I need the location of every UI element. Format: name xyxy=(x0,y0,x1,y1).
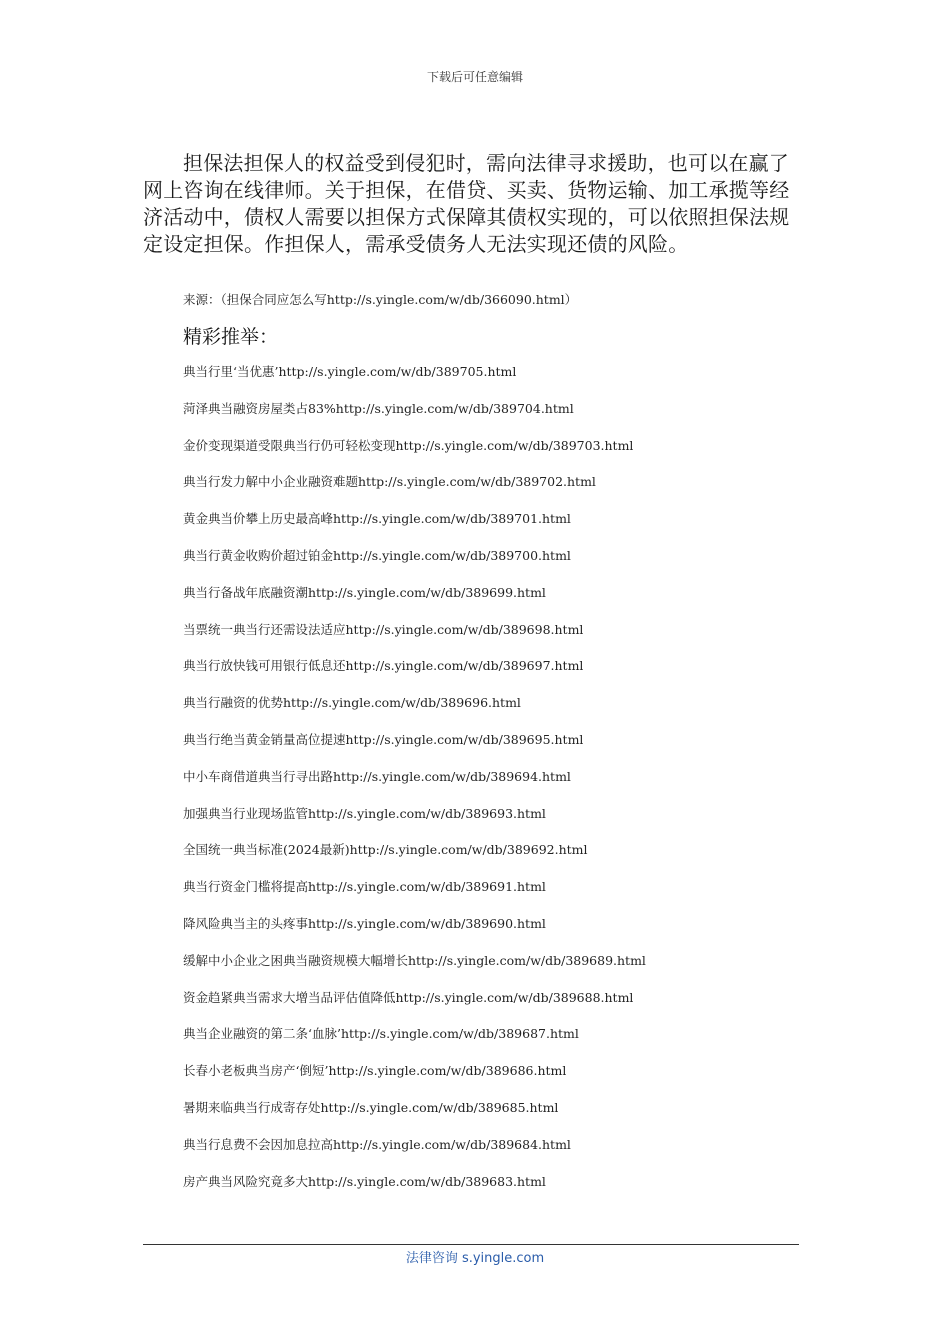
recommend-item[interactable]: 暑期来临典当行成寄存处http://s.yingle.com/w/db/389685.html xyxy=(183,1099,559,1115)
recommend-item[interactable]: 典当行绝当黄金销量高位提速http://s.yingle.com/w/db/389695.html xyxy=(183,731,584,747)
footer-link[interactable]: 法律咨询 s.yingle.com xyxy=(405,1251,545,1266)
recommend-item[interactable]: 典当行备战年底融资潮http://s.yingle.com/w/db/389699.html xyxy=(183,584,546,600)
recommend-item[interactable]: 长春小老板典当房产‘倒短’http://s.yingle.com/w/db/389686.html xyxy=(183,1063,567,1079)
recommend-title: 精彩推举： xyxy=(183,326,279,348)
recommend-item[interactable]: 黄金典当价攀上历史最高峰http://s.yingle.com/w/db/389701.html xyxy=(183,511,571,527)
recommend-item[interactable]: 全国统一典当标准(2024最新)http://s.yingle.com/w/db/389692.html xyxy=(183,842,588,858)
recommend-item[interactable]: 当票统一典当行还需设法适应http://s.yingle.com/w/db/389698.html xyxy=(183,621,584,637)
source-line: 来源：（担保合同应怎么写http://s.yingle.com/w/db/366090.html） xyxy=(183,292,578,307)
recommend-item[interactable]: 中小车商借道典当行寻出路http://s.yingle.com/w/db/389694.html xyxy=(183,768,571,784)
recommend-item[interactable]: 降风险典当主的头疼事http://s.yingle.com/w/db/389690.html xyxy=(183,915,546,931)
recommend-item[interactable]: 加强典当行业现场监管http://s.yingle.com/w/db/389693.html xyxy=(183,805,546,821)
recommend-item[interactable]: 典当企业融资的第二条‘血脉’http://s.yingle.com/w/db/389687.html xyxy=(183,1026,579,1042)
recommend-item[interactable]: 房产典当风险究竟多大http://s.yingle.com/w/db/389683.html xyxy=(183,1173,546,1189)
recommend-item[interactable]: 典当行里‘当优惠’http://s.yingle.com/w/db/389705.html xyxy=(183,364,517,379)
recommend-item[interactable]: 金价变现渠道受限典当行仍可轻松变现http://s.yingle.com/w/db/389703.html xyxy=(183,437,634,453)
recommend-item[interactable]: 缓解中小企业之困典当融资规模大幅增长http://s.yingle.com/w/db/389689.html xyxy=(183,952,646,968)
recommend-item[interactable]: 典当行发力解中小企业融资难题http://s.yingle.com/w/db/389702.html xyxy=(183,474,596,490)
recommend-item[interactable]: 典当行息费不会因加息拉高http://s.yingle.com/w/db/389684.html xyxy=(183,1136,571,1152)
recommend-item[interactable]: 典当行资金门槛将提高http://s.yingle.com/w/db/389691.html xyxy=(183,879,546,895)
recommend-item[interactable]: 资金趋紧典当需求大增当品评估值降低http://s.yingle.com/w/db/389688.html xyxy=(183,989,634,1005)
footer-divider xyxy=(143,1244,799,1245)
recommend-item[interactable]: 典当行黄金收购价超过铂金http://s.yingle.com/w/db/389700.html xyxy=(183,547,571,563)
intro-paragraph: 担保法担保人的权益受到侵犯时，需向法律寻求援助，也可以在赢了网上咨询在线律师。关于担保，在借贷、买卖、货物运输、加工承揽等经济活动中，债权人需要以担保方式保障其债权实现的，可以依照担保法规定设定担保。作担保人，需承受债务人无法实现还债的风险。 xyxy=(143,151,790,256)
recommend-item[interactable]: 典当行放快钱可用银行低息还http://s.yingle.com/w/db/389697.html xyxy=(183,658,584,674)
recommend-list xyxy=(183,362,646,1208)
recommend-item[interactable]: 菏泽典当融资房屋类占83%http://s.yingle.com/w/db/389704.html xyxy=(183,400,574,416)
header-note: 下载后可任意编辑 xyxy=(426,70,523,84)
recommend-item[interactable]: 典当行融资的优势http://s.yingle.com/w/db/389696.html xyxy=(183,695,521,711)
